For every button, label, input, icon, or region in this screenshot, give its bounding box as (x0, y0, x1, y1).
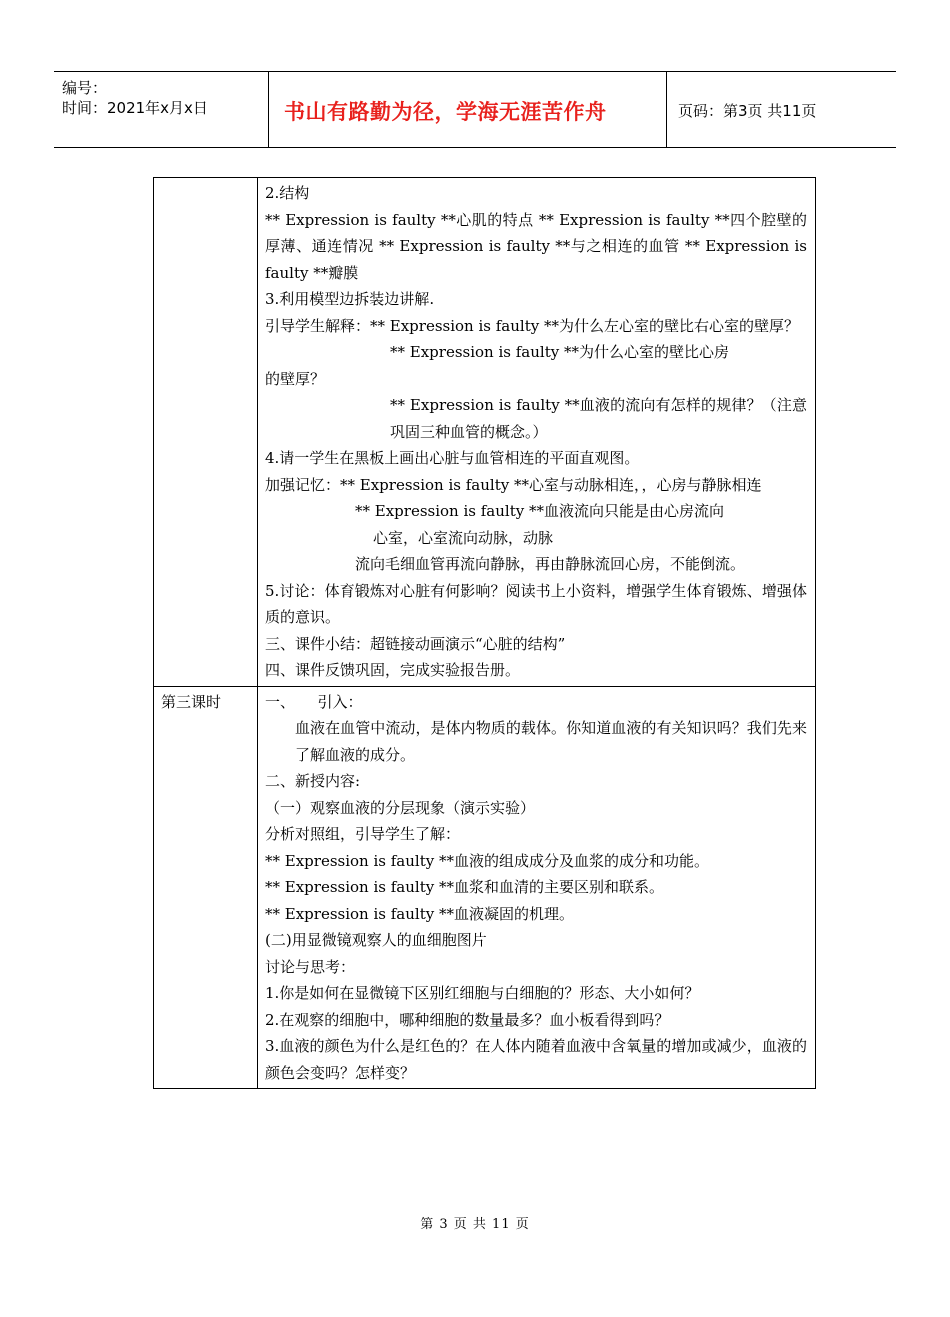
content-line: 2.在观察的细胞中，哪种细胞的数量最多？血小板看得到吗？ (265, 1010, 670, 1029)
row-label (154, 178, 258, 687)
content-line: 三、课件小结：超链接动画演示“心脏的结构” (265, 634, 566, 653)
content-line: 血液在血管中流动，是体内物质的载体。你知道血液的有关知识吗？我们先来了解血液的成分。 (295, 719, 807, 764)
content-line: ** Expression is faulty **血液流向只能是由心房流向 (355, 502, 724, 520)
content-line: 二、新授内容: (265, 772, 361, 790)
table-row (154, 178, 816, 687)
content-line: ** Expression is faulty **血液的流向有怎样的规律？（注意巩固三种血管的概念。） (390, 396, 807, 441)
page-info: 页码：第3页 共11页 (678, 102, 817, 120)
row-label: 第三课时 (154, 686, 258, 1089)
content-line: 引导学生解释：** Expression is faulty **为什么左心室的壁比右心室的壁厚？ (265, 316, 799, 335)
header-divider-right (666, 72, 667, 147)
page-header (54, 71, 896, 148)
content-line: 3.血液的颜色为什么是红色的？在人体内随着血液中含氧量的增加或减少，血液的颜色会变吗？怎样变？ (265, 1037, 807, 1082)
content-line: 四、课件反馈巩固，完成实验报告册。 (265, 661, 521, 679)
row-content (258, 178, 816, 687)
row-content (258, 686, 816, 1089)
content-line: 分析对照组，引导学生了解： (265, 825, 461, 843)
content-line: ** Expression is faulty **心肌的特点 ** Expression is faulty **四个腔壁的厚薄、通连情况 ** Expression is faulty **与之相连的血管 ** Expression is faulty **瓣膜 (265, 210, 807, 282)
number-label: 编号： (62, 79, 108, 97)
content-line: 5.讨论：体育锻炼对心脏有何影响？阅读书上小资料，增强学生体育锻炼、增强体质的意识。 (265, 581, 807, 626)
header-motto: 书山有路勤为径，学海无涯苦作舟 (284, 100, 607, 124)
content-line: ** Expression is faulty **血液凝固的机理。 (265, 904, 574, 923)
header-meta (62, 78, 208, 118)
content-line: 流向毛细血管再流向静脉，再由静脉流回心房，不能倒流。 (355, 555, 746, 573)
content-line: 2.结构 (265, 184, 310, 202)
content-line: (二)用显微镜观察人的血细胞图片 (265, 931, 487, 949)
content-line: 1.你是如何在显微镜下区别红细胞与白细胞的？形态、大小如何？ (265, 984, 700, 1002)
content-line: 一、 引入： (265, 692, 363, 711)
content-line: 4.请一学生在黑板上画出心脏与血管相连的平面直观图。 (265, 449, 640, 467)
content-line: 讨论与思考： (265, 957, 356, 976)
table-row (154, 686, 816, 1089)
content-line: 3.利用模型边拆装边讲解. (265, 290, 435, 308)
content-line: 的壁厚？ (265, 369, 326, 388)
header-divider-left (268, 72, 269, 147)
content-line: 加强记忆：** Expression is faulty **心室与动脉相连，，心房与静脉相连 (265, 475, 762, 494)
page-footer: 第 3 页 共 11 页 (420, 1217, 530, 1232)
time-label: 时间：2021年x月x日 (62, 99, 208, 117)
content-line: ** Expression is faulty **为什么心室的壁比心房 (390, 343, 729, 361)
content-line: 心室，心室流向动脉，动脉 (373, 528, 554, 547)
content-line: ** Expression is faulty **血液的组成成分及血浆的成分和功能。 (265, 851, 709, 870)
content-line: ** Expression is faulty **血浆和血清的主要区别和联系。 (265, 878, 664, 896)
lesson-table (153, 177, 816, 1089)
content-line: （一）观察血液的分层现象（演示实验） (265, 798, 536, 817)
